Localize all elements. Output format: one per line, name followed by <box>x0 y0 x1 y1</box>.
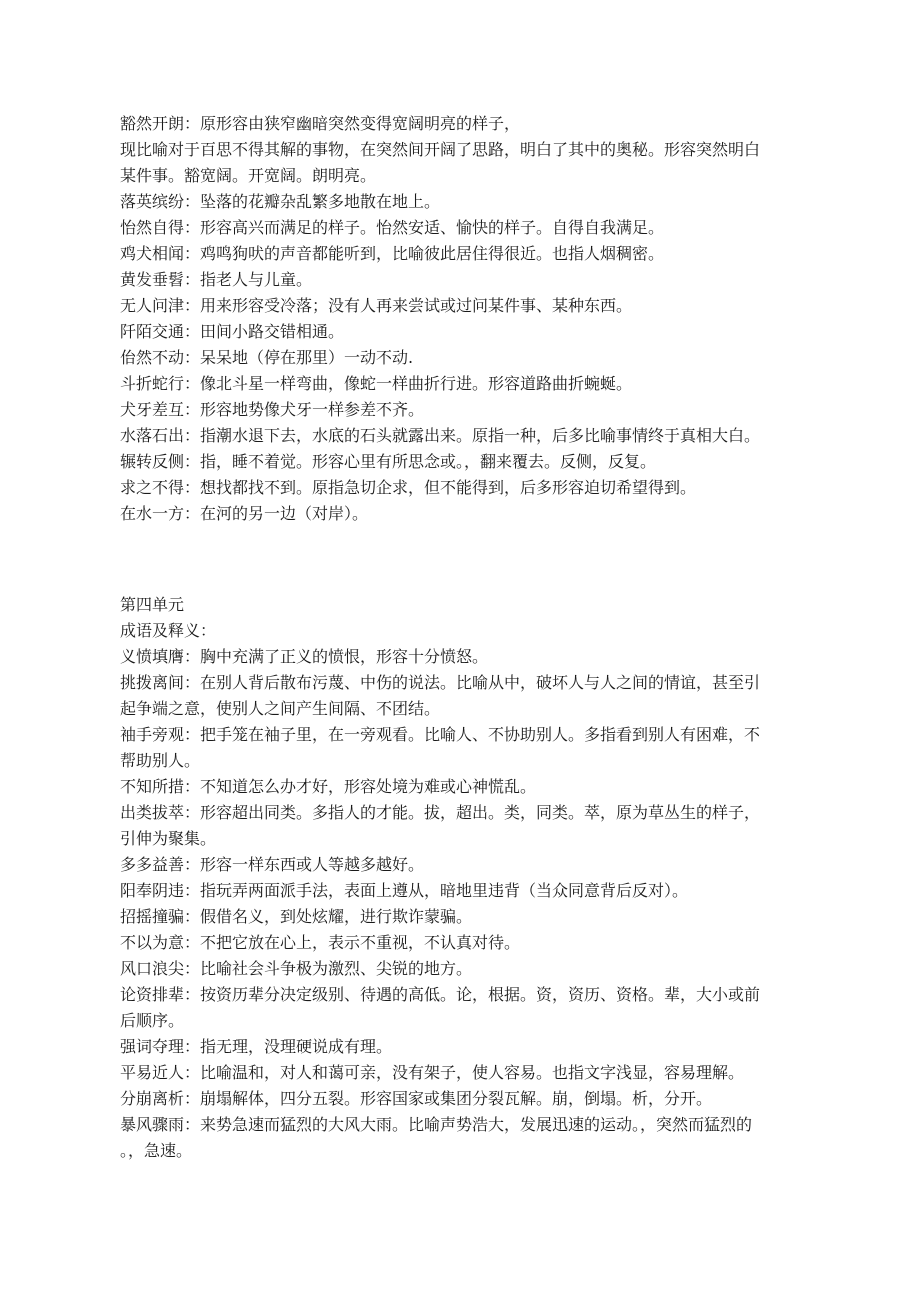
idiom-list-section-2 <box>120 592 810 1164</box>
text-line: 义愤填膺：胸中充满了正义的愤恨，形容十分愤怒。 <box>120 647 489 666</box>
text-line: 水落石出：指潮水退下去，水底的石头就露出来。原指一种，后多比喻事情终于真相大白。 <box>120 426 761 445</box>
text-line: 平易近人：比喻温和，对人和蔼可亲，没有架子，使人容易。也指文字浅显，容易理解。 <box>120 1063 745 1082</box>
text-line: 佁然不动：呆呆地（停在那里）一动不动. <box>120 348 414 367</box>
unit-heading: 第四单元 <box>120 595 185 614</box>
text-line: 豁然开朗：原形容由狭窄幽暗突然变得宽阔明亮的样子， <box>120 114 521 133</box>
text-line: 强词夺理：指无理，没理硬说成有理。 <box>120 1037 393 1056</box>
text-line: 无人问津：用来形容受冷落；没有人再来尝试或过问某件事、某种东西。 <box>120 296 633 315</box>
text-line: 帮助别人。 <box>120 751 201 770</box>
text-line: 现比喻对于百思不得其解的事物，在突然间开阔了思路，明白了其中的奥秘。形容突然明白 <box>120 140 761 159</box>
text-line: 黄发垂髫：指老人与儿童。 <box>120 270 313 289</box>
section-subheading: 成语及释义： <box>120 621 217 640</box>
text-line: 某件事。豁宽阔。开宽阔。朗明亮。 <box>120 166 377 185</box>
idiom-list-section-1 <box>120 111 810 527</box>
text-line: 风口浪尖：比喻社会斗争极为激烈、尖锐的地方。 <box>120 959 473 978</box>
text-line: 不以为意：不把它放在心上，表示不重视，不认真对待。 <box>120 933 521 952</box>
text-line: 。，急速。 <box>120 1141 193 1160</box>
text-line: 起争端之意，使别人之间产生间隔、不团结。 <box>120 699 441 718</box>
text-line: 犬牙差互：形容地势像犬牙一样参差不齐。 <box>120 400 425 419</box>
text-line: 斗折蛇行：像北斗星一样弯曲，像蛇一样曲折行进。形容道路曲折蜿蜒。 <box>120 374 633 393</box>
text-line: 招摇撞骗：假借名义，到处炫耀，进行欺诈蒙骗。 <box>120 907 473 926</box>
text-line: 阡陌交通：田间小路交错相通。 <box>120 322 345 341</box>
text-line: 怡然自得：形容高兴而满足的样子。怡然安适、愉快的样子。自得自我满足。 <box>120 218 665 237</box>
text-line: 论资排辈：按资历辈分决定级别、待遇的高低。论，根据。资，资历、资格。辈，大小或前 <box>120 985 761 1004</box>
text-line: 出类拔萃：形容超出同类。多指人的才能。拔，超出。类，同类。萃，原为草丛生的样子， <box>120 803 761 822</box>
text-line: 鸡犬相闻：鸡鸣狗吠的声音都能听到，比喻彼此居住得很近。也指人烟稠密。 <box>120 244 665 263</box>
text-line: 挑拨离间：在别人背后散布污蔑、中伤的说法。比喻从中，破坏人与人之间的情谊，甚至引 <box>120 673 761 692</box>
text-line: 求之不得：想找都找不到。原指急切企求，但不能得到，后多形容迫切希望得到。 <box>120 478 697 497</box>
text-line: 后顺序。 <box>120 1011 185 1030</box>
text-line: 落英缤纷：坠落的花瓣杂乱繁多地散在地上。 <box>120 192 441 211</box>
text-line: 不知所措：不知道怎么办才好，形容处境为难或心神慌乱。 <box>120 777 537 796</box>
text-line: 分崩离析：崩塌解体，四分五裂。形容国家或集团分裂瓦解。崩，倒塌。析，分开。 <box>120 1089 713 1108</box>
text-line: 辗转反侧：指，睡不着觉。形容心里有所思念或。，翻来覆去。反侧，反复。 <box>120 452 657 471</box>
text-line: 袖手旁观：把手笼在袖子里，在一旁观看。比喻人、不协助别人。多指看到别人有困难，不 <box>120 725 761 744</box>
text-line: 引伸为聚集。 <box>120 829 217 848</box>
text-line: 在水一方：在河的另一边（对岸）。 <box>120 504 369 523</box>
text-line: 暴风骤雨：来势急速而猛烈的大风大雨。比喻声势浩大，发展迅速的运动。，突然而猛烈的 <box>120 1115 753 1134</box>
text-line: 多多益善：形容一样东西或人等越多越好。 <box>120 855 425 874</box>
text-line: 阳奉阴违：指玩弄两面派手法，表面上遵从，暗地里违背（当众同意背后反对）。 <box>120 881 689 900</box>
